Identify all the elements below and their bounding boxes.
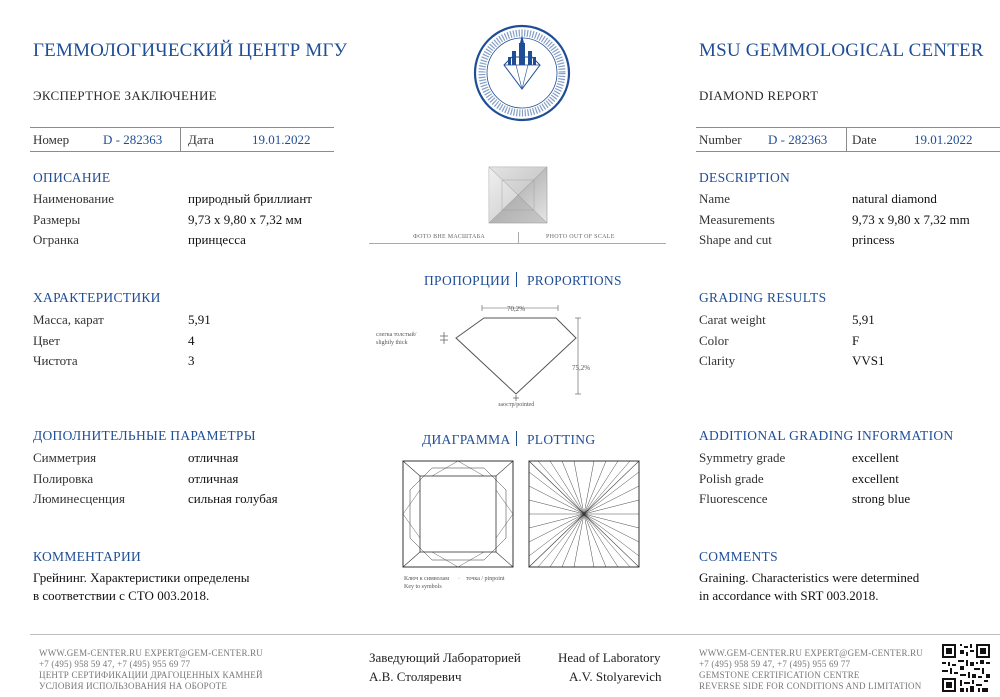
photo-caption-divider (518, 232, 519, 244)
photo-caption-en: PHOTO OUT OF SCALE (546, 234, 615, 240)
left-date-value: 19.01.2022 (252, 132, 311, 147)
right-add-label-0: Symmetry grade (699, 450, 786, 465)
left-footer-line1: WWW.GEM-CENTER.RU EXPERT@GEM-CENTER.RU (39, 648, 263, 658)
left-add-value-0: отличная (188, 450, 239, 465)
right-footer-line3: GEMSTONE CERTIFICATION CENTRE (699, 670, 860, 680)
right-title: MSU GEMMOLOGICAL CENTER (699, 40, 984, 61)
right-desc-label-2: Shape and cut (699, 232, 772, 247)
right-comments-line1: Graining. Characteristics were determined (699, 570, 920, 585)
left-desc-label-0: Наименование (33, 191, 114, 206)
right-desc-value-0: natural diamond (852, 191, 937, 206)
right-grading-title: GRADING RESULTS (699, 290, 827, 305)
plotting-title-en: PLOTTING (527, 432, 596, 447)
signature-ru-name: А.В. Столяревич (369, 669, 462, 684)
signature-en-title: Head of Laboratory (558, 650, 661, 665)
left-number-divider (180, 127, 181, 152)
left-desc-value-1: 9,73 x 9,80 x 7,32 мм (188, 212, 302, 227)
right-grade-label-2: Clarity (699, 353, 736, 368)
culet-label: заостр/pointed (498, 402, 535, 408)
signature-ru-title: Заведующий Лабораторией (369, 650, 521, 665)
left-description-title: ОПИСАНИЕ (33, 170, 111, 185)
right-date-value: 19.01.2022 (914, 132, 973, 147)
depth-percent: 75,2% (572, 364, 591, 372)
qr-code-icon[interactable] (940, 642, 992, 694)
right-number-rule-top (696, 127, 1000, 128)
proportions-title-divider (516, 272, 517, 287)
right-add-value-0: excellent (852, 450, 899, 465)
plot-crown-view (402, 460, 514, 568)
right-desc-label-0: Name (699, 191, 731, 206)
footer-rule (30, 634, 1000, 635)
left-comments-title: КОММЕНТАРИИ (33, 549, 142, 564)
proportions-diagram (440, 302, 600, 402)
left-footer-line2: +7 (495) 958 59 47, +7 (495) 955 69 77 (39, 659, 191, 669)
left-add-value-2: сильная голубая (188, 491, 278, 506)
left-char-label-1: Цвет (33, 333, 60, 348)
left-char-value-1: 4 (188, 333, 195, 348)
right-subtitle: DIAMOND REPORT (699, 88, 819, 103)
proportions-title-en: PROPORTIONS (527, 273, 622, 288)
right-grade-value-1: F (852, 333, 860, 348)
left-add-value-1: отличная (188, 471, 239, 486)
signature-en-name: A.V. Stolyarevich (569, 669, 662, 684)
right-desc-value-2: princess (852, 232, 895, 247)
left-desc-value-2: принцесса (188, 232, 246, 247)
left-footer-line4: УСЛОВИЯ ИСПОЛЬЗОВАНИЯ НА ОБОРОТЕ (39, 681, 228, 691)
right-number-value: D - 282363 (768, 132, 828, 147)
left-add-label-0: Симметрия (33, 450, 97, 465)
right-comments-title: COMMENTS (699, 549, 778, 564)
left-desc-label-1: Размеры (33, 212, 81, 227)
plotting-title-divider (516, 431, 517, 446)
left-characteristics-title: ХАРАКТЕРИСТИКИ (33, 290, 161, 305)
right-date-label: Date (852, 132, 877, 147)
left-char-value-0: 5,91 (188, 312, 211, 327)
left-add-label-2: Люминесценция (33, 491, 125, 506)
msu-seal-logo (472, 23, 572, 123)
proportions-title-ru: ПРОПОРЦИИ (424, 273, 511, 288)
right-footer-line2: +7 (495) 958 59 47, +7 (495) 955 69 77 (699, 659, 851, 669)
diamond-photo (488, 166, 548, 224)
left-subtitle: ЭКСПЕРТНОЕ ЗАКЛЮЧЕНИЕ (33, 88, 217, 103)
right-footer-line1: WWW.GEM-CENTER.RU EXPERT@GEM-CENTER.RU (699, 648, 923, 658)
key-pinpoint: точка / pinpoint (466, 576, 505, 582)
right-add-label-1: Polish grade (699, 471, 764, 486)
pinpoint-dot-icon: · (458, 576, 460, 582)
left-char-label-0: Масса, карат (33, 312, 104, 327)
table-percent: 70,2% (507, 305, 526, 313)
left-footer-line3: ЦЕНТР СЕРТИФИКАЦИИ ДРАГОЦЕННЫХ КАМНЕЙ (39, 670, 263, 680)
right-grade-label-0: Carat weight (699, 312, 766, 327)
right-add-value-1: excellent (852, 471, 899, 486)
right-description-title: DESCRIPTION (699, 170, 791, 185)
left-number-rule-top (30, 127, 334, 128)
left-char-value-2: 3 (188, 353, 195, 368)
left-title: ГЕММОЛОГИЧЕСКИЙ ЦЕНТР МГУ (33, 40, 348, 61)
princess-cut-photo-icon (488, 166, 548, 224)
left-desc-label-2: Огранка (33, 232, 79, 247)
right-number-divider (846, 127, 847, 152)
right-number-label: Number (699, 132, 742, 147)
left-desc-value-0: природный бриллиант (188, 191, 312, 206)
left-char-label-2: Чистота (33, 353, 78, 368)
left-add-label-1: Полировка (33, 471, 94, 486)
left-comments-line1: Грейнинг. Характеристики определены (33, 570, 250, 585)
right-desc-value-1: 9,73 x 9,80 x 7,32 mm (852, 212, 970, 227)
right-grade-value-2: VVS1 (852, 353, 885, 368)
right-footer-line4: REVERSE SIDE FOR CONDITIONS AND LIMITATION (699, 681, 922, 691)
left-date-label: Дата (188, 132, 214, 147)
right-number-rule-bottom (696, 151, 1000, 152)
left-additional-title: ДОПОЛНИТЕЛЬНЫЕ ПАРАМЕТРЫ (33, 428, 256, 443)
key-symbols-en: Key to symbols (404, 584, 442, 590)
girdle-label-ru: слегка толстый/ (376, 332, 417, 338)
right-comments-line2: in accordance with SRT 003.2018. (699, 588, 879, 603)
right-grade-label-1: Color (699, 333, 729, 348)
right-add-value-2: strong blue (852, 491, 911, 506)
photo-caption-ru: ФОТО ВНЕ МАСШТАБА (413, 234, 485, 240)
left-number-value: D - 282363 (103, 132, 163, 147)
right-additional-title: ADDITIONAL GRADING INFORMATION (699, 428, 954, 443)
left-number-label: Номер (33, 132, 70, 147)
right-desc-label-1: Measurements (699, 212, 775, 227)
left-comments-line2: в соответствии с СТО 003.2018. (33, 588, 210, 603)
left-number-rule-bottom (30, 151, 334, 152)
plotting-title-ru: ДИАГРАММА (422, 432, 511, 447)
right-grade-value-0: 5,91 (852, 312, 875, 327)
girdle-label-en: slightly thick (376, 340, 408, 346)
key-symbols-ru: Ключ к символам (404, 576, 450, 582)
plot-pavilion-view (528, 460, 640, 568)
right-add-label-2: Fluorescence (699, 491, 768, 506)
